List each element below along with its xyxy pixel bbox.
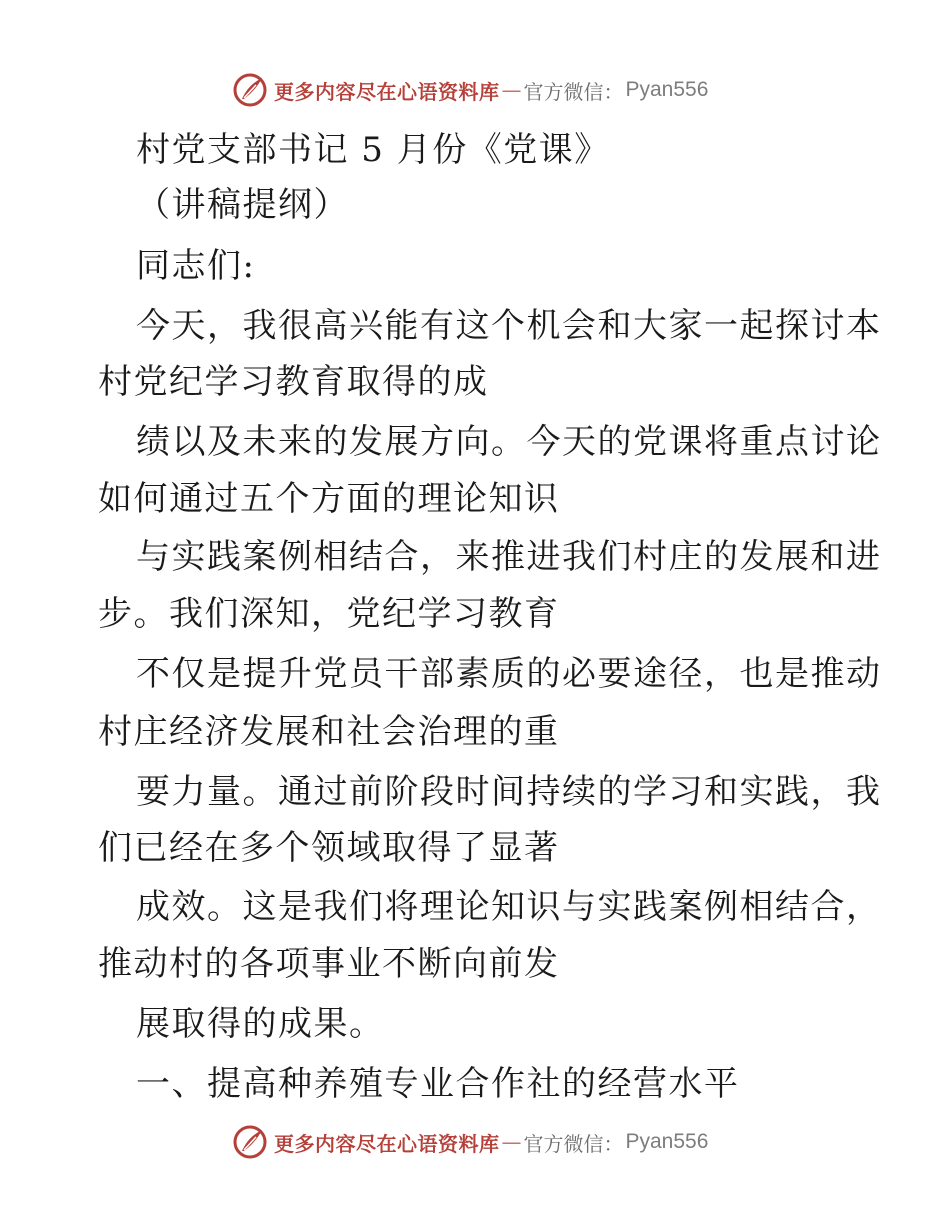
section-heading: 一、提高种养殖专业合作社的经营水平 — [136, 1064, 740, 1104]
quill-logo-icon — [232, 72, 268, 108]
paragraph-line: 推动村的各项事业不断向前发 — [98, 944, 560, 984]
header-watermark — [232, 70, 708, 110]
paragraph-line: 与实践案例相结合，来推进我们村庄的发展和进 — [136, 537, 882, 577]
paragraph-line: 村庄经济发展和社会治理的重 — [98, 712, 560, 752]
document-title: 村党支部书记 5 月份《党课》 — [136, 130, 610, 170]
paragraph-line: 不仅是提升党员干部素质的必要途径，也是推动 — [136, 654, 882, 694]
paragraph-line: 绩以及未来的发展方向。今天的党课将重点讨论 — [136, 422, 882, 462]
watermark-wechat-id: Pyan556 — [625, 1130, 709, 1153]
paragraph-line: 今天，我很高兴能有这个机会和大家一起探讨本 — [136, 306, 882, 346]
paragraph-line: 们已经在多个领域取得了显著 — [98, 828, 560, 868]
paragraph-line: 村党纪学习教育取得的成 — [98, 362, 489, 402]
document-subtitle: （讲稿提纲） — [136, 185, 349, 225]
paragraph-line: 要力量。通过前阶段时间持续的学习和实践，我 — [136, 772, 882, 812]
watermark-dash: — — [501, 78, 522, 102]
watermark-brand-text: 更多内容尽在心语资料库 — [274, 79, 500, 104]
footer-watermark — [232, 1122, 708, 1162]
paragraph-line: 步。我们深知，党纪学习教育 — [98, 594, 560, 634]
quill-logo-icon — [232, 1124, 268, 1160]
watermark-wechat-id: Pyan556 — [625, 78, 709, 101]
paragraph-line: 展取得的成果。 — [136, 1004, 385, 1044]
paragraph-line: 如何通过五个方面的理论知识 — [98, 479, 560, 519]
watermark-brand-text: 更多内容尽在心语资料库 — [274, 1131, 500, 1156]
paragraph-line: 成效。这是我们将理论知识与实践案例相结合， — [136, 887, 882, 927]
greeting: 同志们: — [136, 246, 256, 286]
watermark-label: 官方微信： — [523, 79, 624, 104]
watermark-dash: — — [501, 1130, 522, 1154]
watermark-label: 官方微信： — [523, 1131, 624, 1156]
